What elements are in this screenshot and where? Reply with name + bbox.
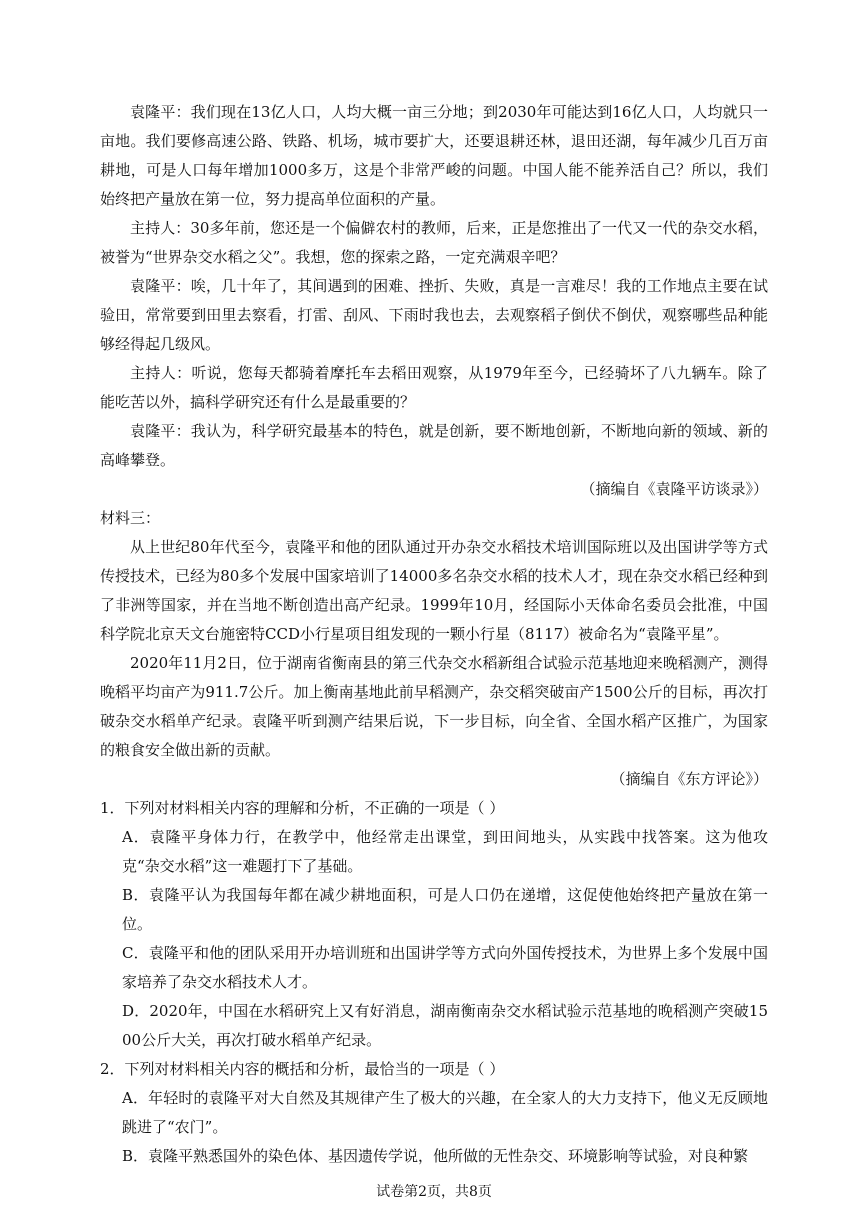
page-content bbox=[100, 98, 768, 1171]
question-1-option-a: A．袁隆平身体力行，在教学中，他经常走出课堂，到田间地头，从实践中找答案。这为他攻克“杂交水稻”这一难题打下了基础。 bbox=[122, 828, 768, 875]
question-1-option-c: C．袁隆平和他的团队采用开办培训班和出国讲学等方式向外国传授技术，为世界上多个发展中国家培养了杂交水稻技术人才。 bbox=[122, 944, 768, 991]
question-2-option-b: B．袁隆平熟悉国外的染色体、基因遗传学说，他所做的无性杂交、环境影响等试验，对良种繁 bbox=[122, 1147, 749, 1165]
interview-paragraph: 袁隆平：我们现在13亿人口，人均大概一亩三分地；到2030年可能达到16亿人口，人均就只一亩地。我们要修高速公路、铁路、机场，城市要扩大，还要退耕还林，退田还湖，每年减少几百万亩耕地，可是人口每年增加1000多万，这是个非常严峻的问题。中国人能不能养活自己？所以，我们始终把产量放在第一位，努力提高单位面积的产量。 bbox=[100, 103, 768, 208]
question-2-stem: 2．下列对材料相关内容的概括和分析，最恰当的一项是（ ） bbox=[100, 1060, 505, 1078]
interview-paragraph: 袁隆平：我认为，科学研究最基本的特色，就是创新，要不断地创新，不断地向新的领域、新的高峰攀登。 bbox=[100, 422, 768, 469]
material-paragraph: 2020年11月2日，位于湖南省衡南县的第三代杂交水稻新组合试验示范基地迎来晚稻测产，测得晚稻平均亩产为911.7公斤。加上衡南基地此前早稻测产，杂交稻突破亩产1500公斤的目标，再次打破杂交水稻单产纪录。袁隆平听到测产结果后说，下一步目标，向全省、全国水稻产区推广，为国家的粮食安全做出新的贡献。 bbox=[100, 654, 768, 759]
source-citation: （摘编自《东方评论》） bbox=[610, 770, 768, 788]
material-3-heading: 材料三： bbox=[100, 509, 161, 527]
material-paragraph: 从上世纪80年代至今，袁隆平和他的团队通过开办杂交水稻技术培训国际班以及出国讲学等方式传授技术，已经为80多个发展中国家培训了14000多名杂交水稻的技术人才，现在杂交水稻已经种到了非洲等国家，并在当地不断创造出高产纪录。1999年10月，经国际小天体命名委员会批准，中国科学院北京天文台施密特CCD小行星项目组发现的一颗小行星（8117）被命名为“袁隆平星”。 bbox=[100, 538, 768, 643]
question-1-option-d: D．2020年，中国在水稻研究上又有好消息，湖南衡南杂交水稻试验示范基地的晚稻测产突破1500公斤大关，再次打破水稻单产纪录。 bbox=[122, 1002, 768, 1049]
interview-paragraph: 主持人：听说，您每天都骑着摩托车去稻田观察，从1979年至今，已经骑坏了八九辆车。除了能吃苦以外，搞科学研究还有什么是最重要的？ bbox=[100, 364, 768, 411]
source-citation: （摘编自《袁隆平访谈录》） bbox=[580, 480, 768, 498]
page-footer: 试卷第2页，共8页 bbox=[376, 1184, 492, 1200]
interview-paragraph: 袁隆平：唉，几十年了，其间遇到的困难、挫折、失败，真是一言难尽！我的工作地点主要在试验田，常常要到田里去察看，打雷、刮风、下雨时我也去，去观察稻子倒伏不倒伏，观察哪些品种能够经得起几级风。 bbox=[100, 277, 768, 353]
question-1-option-b: B．袁隆平认为我国每年都在减少耕地面积，可是人口仍在递增，这促使他始终把产量放在第一位。 bbox=[122, 886, 768, 933]
question-2-option-a: A．年轻时的袁隆平对大自然及其规律产生了极大的兴趣，在全家人的大力支持下，他义无反顾地跳进了“农门”。 bbox=[122, 1089, 768, 1136]
interview-paragraph: 主持人：30多年前，您还是一个偏僻农村的教师，后来，正是您推出了一代又一代的杂交水稻，被誉为“世界杂交水稻之父”。我想，您的探索之路，一定充满艰辛吧？ bbox=[100, 219, 768, 266]
question-1-stem: 1．下列对材料相关内容的理解和分析，不正确的一项是（ ） bbox=[100, 799, 505, 817]
